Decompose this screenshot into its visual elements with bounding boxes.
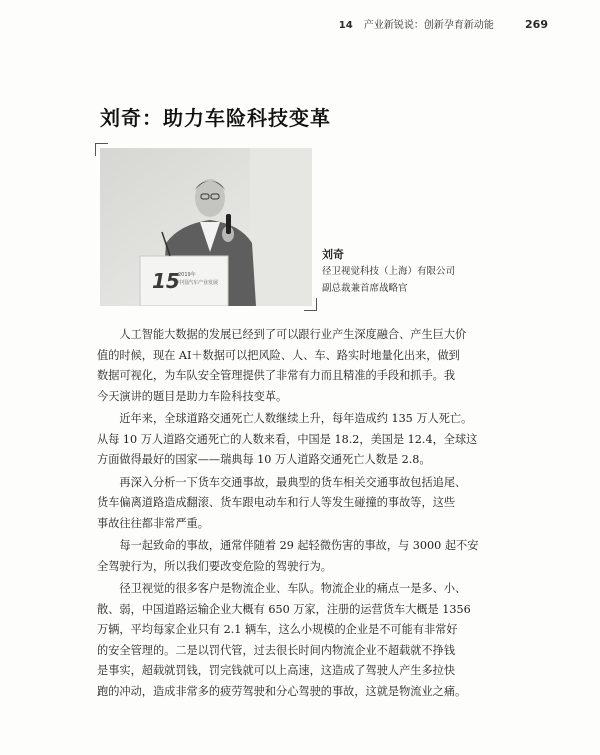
text-line: 近年来，全球道路交通死亡人数继续上升，每年造成约 135 万人死亡。 (119, 412, 473, 425)
paragraph (97, 325, 517, 407)
text-line: 是事实，超载就罚钱，罚完钱就可以上高速，这造成了驾驶人产生多拉快 (97, 664, 456, 677)
paragraph (97, 579, 517, 702)
paragraph (97, 409, 517, 471)
text-line: 的安全管理的。二是以罚代管，过去很长时间内物流企业不超载就不挣钱 (97, 643, 456, 657)
speaker-photo-frame (100, 148, 312, 306)
text-line: 全驾驶行为，所以我们要改变危险的驾驶行为。 (97, 559, 332, 573)
speaker-name: 刘奇 (322, 248, 344, 261)
banner-text-1: 2019年 (178, 272, 196, 278)
text-line: 方面做得最好的国家——瑞典每 10 万人道路交通死亡人数是 2.8。 (97, 453, 431, 466)
article-body (97, 325, 517, 704)
speaker-position: 副总裁兼首席战略官 (322, 283, 408, 294)
running-header (339, 16, 548, 31)
text-line: 值的时候，现在 AI＋数据可以把风险、人、车、路实时地量化出来，做到 (97, 348, 460, 362)
paragraph (97, 536, 517, 577)
speaker-photo (100, 148, 312, 306)
frame-corner-top-left (95, 143, 108, 156)
text-line: 径卫视觉的很多客户是物流企业、车队。物流企业的痛点一是多、小、 (119, 582, 467, 595)
frame-corner-bottom-right (304, 298, 317, 311)
text-line: 事故往往都非常严重。 (97, 516, 209, 530)
article-title: 刘奇：助力车险科技变革 (100, 106, 331, 130)
chapter-number: 14 (338, 20, 353, 31)
banner-text-2: 中国汽车产业发展 (178, 280, 219, 286)
text-line: 数据可视化，为车队安全管理提供了非常有力而且精准的手段和抓手。我 (97, 369, 456, 382)
banner-number: 15 (152, 269, 180, 293)
paragraph (97, 473, 517, 535)
text-line: 跑的冲动，造成非常多的疲劳驾驶和分心驾驶的事故，这就是物流业之痛。 (97, 684, 467, 698)
text-line: 今天演讲的题目是助力车险科技变革。 (97, 389, 288, 403)
text-line: 每一起致命的事故，通常伴随着 29 起轻微伤害的事故，与 3000 起不安 (119, 539, 479, 552)
text-line: 万辆，平均每家企业只有 2.1 辆车，这么小规模的企业是不可能有非常好 (97, 623, 458, 636)
text-line: 再深入分析一下货车交通事故，最典型的货车相关交通事故包括追尾、 (119, 475, 467, 489)
speaker-company: 径卫视觉科技（上海）有限公司 (322, 266, 456, 277)
text-line: 人工智能大数据的发展已经到了可以跟行业产生深度融合、产生巨大价 (119, 328, 467, 341)
text-line: 货车偏离道路造成翻滚、货车跟电动车和行人等发生碰撞的事故等，这些 (97, 496, 456, 509)
page-number: 269 (525, 18, 548, 31)
text-line: 散、弱，中国道路运输企业大概有 650 万家，注册的运营货车大概是 1356 (97, 602, 471, 616)
text-line: 从每 10 万人道路交通死亡的人数来看，中国是 18.2，美国是 12.4，全球这 (97, 432, 478, 446)
section-title: 产业新锐说：创新孕育新动能 (363, 20, 494, 31)
speaker-info (322, 246, 455, 297)
